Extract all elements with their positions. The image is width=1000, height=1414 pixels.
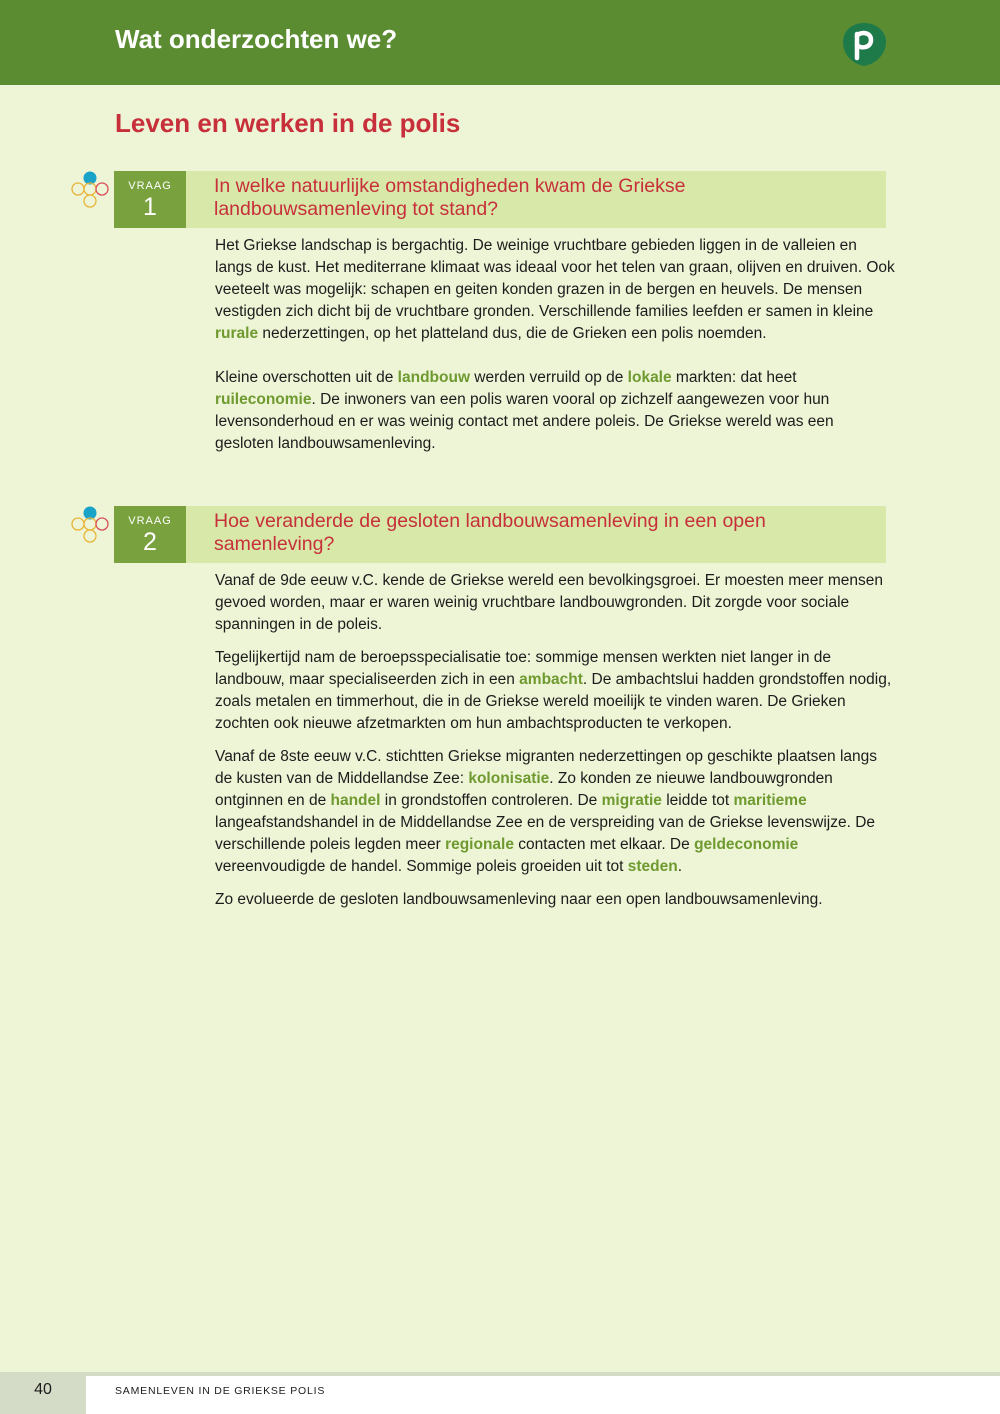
question-number: 1: [143, 193, 157, 221]
keyword: ruileconomie: [215, 391, 312, 408]
question-title: In welke natuurlijke omstandigheden kwam de Griekse landbouwsamenleving tot stand?: [186, 171, 886, 228]
text-run: markten: dat heet: [671, 369, 797, 386]
text-run: Het Griekse landschap is bergachtig. De weinige vruchtbare gebieden liggen in de valleien en langs de kust. Het mediterrane klimaat was ideaal voor het telen van graan, olijven en druiven. Ook veeteelt was mogelijk: schapen en geiten konden grazen in de bergen en heuvels. De mensen vestigden zich dicht bij de vruchtbare gronden. Verschillende families leefden er samen in kleine: [215, 237, 895, 320]
footer-chapter-title: SAMENLEVEN IN DE GRIEKSE POLIS: [115, 1385, 326, 1397]
keyword: geldeconomie: [694, 836, 799, 853]
question-circles-icon: [70, 505, 114, 549]
keyword: rurale: [215, 325, 259, 342]
keyword: steden: [627, 858, 678, 875]
keyword: ambacht: [519, 671, 583, 688]
text-run: .: [677, 858, 683, 875]
text-run: Zo evolueerde de gesloten landbouwsamenleving naar een open landbouwsamenleving.: [215, 891, 823, 908]
keyword: migratie: [601, 792, 662, 809]
text-run: Vanaf de 9de eeuw v.C. kende de Griekse wereld een bevolkingsgroei. Er moesten meer mensen gevoed worden, maar er waren weinig vruchtbare landbouwgronden. Dit zorgde voor sociale spanningen in de poleis.: [215, 572, 884, 633]
text-run: nederzettingen, op het platteland dus, die de Grieken een polis noemden.: [258, 325, 767, 342]
pelckmans-logo-icon: [840, 20, 888, 68]
question-number: 2: [143, 528, 157, 556]
text-run: contacten met elkaar. De: [513, 836, 695, 853]
page-title: Leven en werken in de polis: [115, 108, 461, 138]
question-label: [114, 506, 186, 563]
header-title: Wat onderzochten we?: [115, 24, 398, 54]
keyword: handel: [330, 792, 381, 809]
answer-paragraph: [215, 367, 895, 455]
page-number: 40: [34, 1381, 52, 1398]
keyword: regionale: [445, 836, 514, 853]
text-run: . De inwoners van een polis waren vooral op zichzelf aangewezen voor hun levensonderhoud en er was weinig contact met andere poleis. De Griekse wereld was een gesloten landbouwsamenleving.: [215, 391, 834, 452]
keyword: kolonisatie: [468, 770, 550, 787]
question-title: Hoe veranderde de gesloten landbouwsamenleving in een open samenleving?: [186, 506, 886, 563]
page-header: [0, 0, 1000, 85]
text-run: werden verruild op de: [470, 369, 628, 386]
answer-paragraph: [215, 889, 895, 911]
answer-paragraph: [215, 647, 895, 735]
text-run: Tegelijkertijd nam de beroepsspecialisatie toe: sommige mensen werkten niet langer in de landbouw, maar specialiseerden zich in een: [215, 649, 832, 688]
text-run: Kleine overschotten uit de: [215, 369, 398, 386]
question-label-text: VRAAG: [128, 180, 172, 192]
text-run: Vanaf de 8ste eeuw v.C. stichtten Griekse migranten nederzettingen op geschikte plaatsen langs de kusten van de Middellandse Zee:: [215, 748, 878, 787]
answer-paragraph: [215, 746, 895, 878]
question-label: [114, 171, 186, 228]
text-run: vereenvoudigde de handel. Sommige poleis groeiden uit tot: [215, 858, 628, 875]
keyword: maritieme: [733, 792, 807, 809]
text-run: langeafstandshandel in de Middellandse Zee en de verspreiding van de Griekse levenswijze. De verschillende poleis legden meer: [215, 814, 876, 853]
question-answer: [215, 235, 895, 477]
text-run: . De ambachtslui hadden grondstoffen nodig, zoals metalen en timmerhout, die in de Griekse wereld moeilijk te vinden waren. De Grieken zochten ook nieuwe afzetmarkten om hun ambachtsproducten te verkopen.: [215, 671, 892, 732]
answer-paragraph: [215, 570, 895, 636]
question-circles-icon: [70, 170, 114, 214]
keyword: lokale: [627, 369, 672, 386]
text-run: leidde tot: [661, 792, 734, 809]
question-answer: [215, 570, 895, 922]
answer-paragraph: [215, 235, 895, 345]
question-label-text: VRAAG: [128, 515, 172, 527]
text-run: in grondstoffen controleren. De: [380, 792, 602, 809]
text-run: . Zo konden ze nieuwe landbouwgronden ontginnen en de: [215, 770, 833, 809]
keyword: landbouw: [397, 369, 470, 386]
